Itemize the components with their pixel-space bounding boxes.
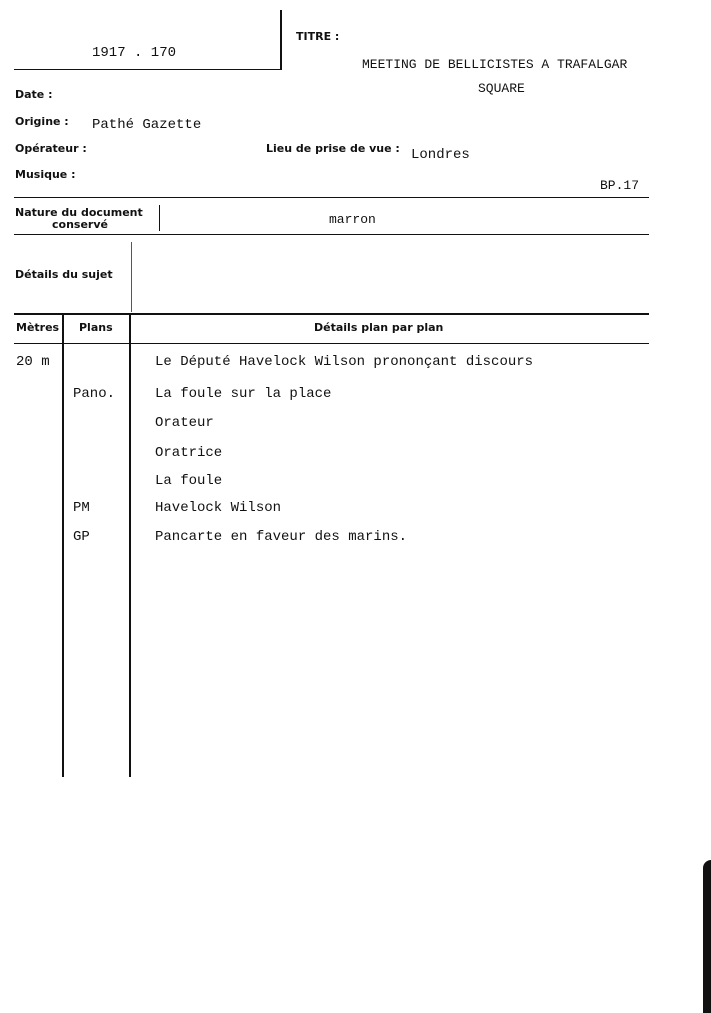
date-label: Date : xyxy=(15,88,53,101)
header-vertical-divider xyxy=(280,10,282,70)
nature-divider xyxy=(159,205,160,231)
musique-label: Musique : xyxy=(15,168,76,181)
header-details: Détails plan par plan xyxy=(314,321,444,334)
column-divider-1 xyxy=(62,315,64,777)
nature-label-line-2: conservé xyxy=(52,218,108,231)
details-sujet-label: Détails du sujet xyxy=(15,268,113,281)
lieu-label: Lieu de prise de vue : xyxy=(266,142,400,155)
row-plans: Pano. xyxy=(73,386,116,402)
nature-value: marron xyxy=(329,212,376,227)
origine-label: Origine : xyxy=(15,115,69,128)
titre-label: TITRE : xyxy=(296,30,340,43)
table-header-rule xyxy=(14,343,649,344)
nature-label-line-1: Nature du document xyxy=(15,206,143,219)
nature-top-rule xyxy=(14,197,649,198)
row-detail: La foule sur la place xyxy=(155,386,332,402)
column-divider-2 xyxy=(129,315,131,777)
header-metres: Mètres xyxy=(16,321,60,334)
row-detail: Orateur xyxy=(155,415,214,431)
header-plans: Plans xyxy=(79,321,113,334)
row-plans: PM xyxy=(73,500,90,516)
operateur-label: Opérateur : xyxy=(15,142,87,155)
origine-value: Pathé Gazette xyxy=(92,117,202,133)
row-detail: La foule xyxy=(155,473,223,489)
lieu-value: Londres xyxy=(411,147,470,163)
reference-number: 1917 . 170 xyxy=(92,45,177,61)
titre-line-1: MEETING DE BELLICISTES A TRAFALGAR xyxy=(362,57,628,72)
row-detail: Le Député Havelock Wilson prononçant discours xyxy=(155,354,534,370)
document-code: BP.17 xyxy=(600,178,640,193)
row-detail: Oratrice xyxy=(155,445,223,461)
row-detail: Pancarte en faveur des marins. xyxy=(155,529,408,545)
nature-bottom-rule xyxy=(14,234,649,235)
titre-line-2: SQUARE xyxy=(478,81,525,96)
row-metres: 20 m xyxy=(16,354,50,370)
row-detail: Havelock Wilson xyxy=(155,500,282,516)
page-edge-shadow xyxy=(703,860,711,1013)
details-sujet-divider xyxy=(131,242,132,312)
reference-underline xyxy=(14,69,281,70)
table-top-rule xyxy=(14,313,649,315)
row-plans: GP xyxy=(73,529,90,545)
